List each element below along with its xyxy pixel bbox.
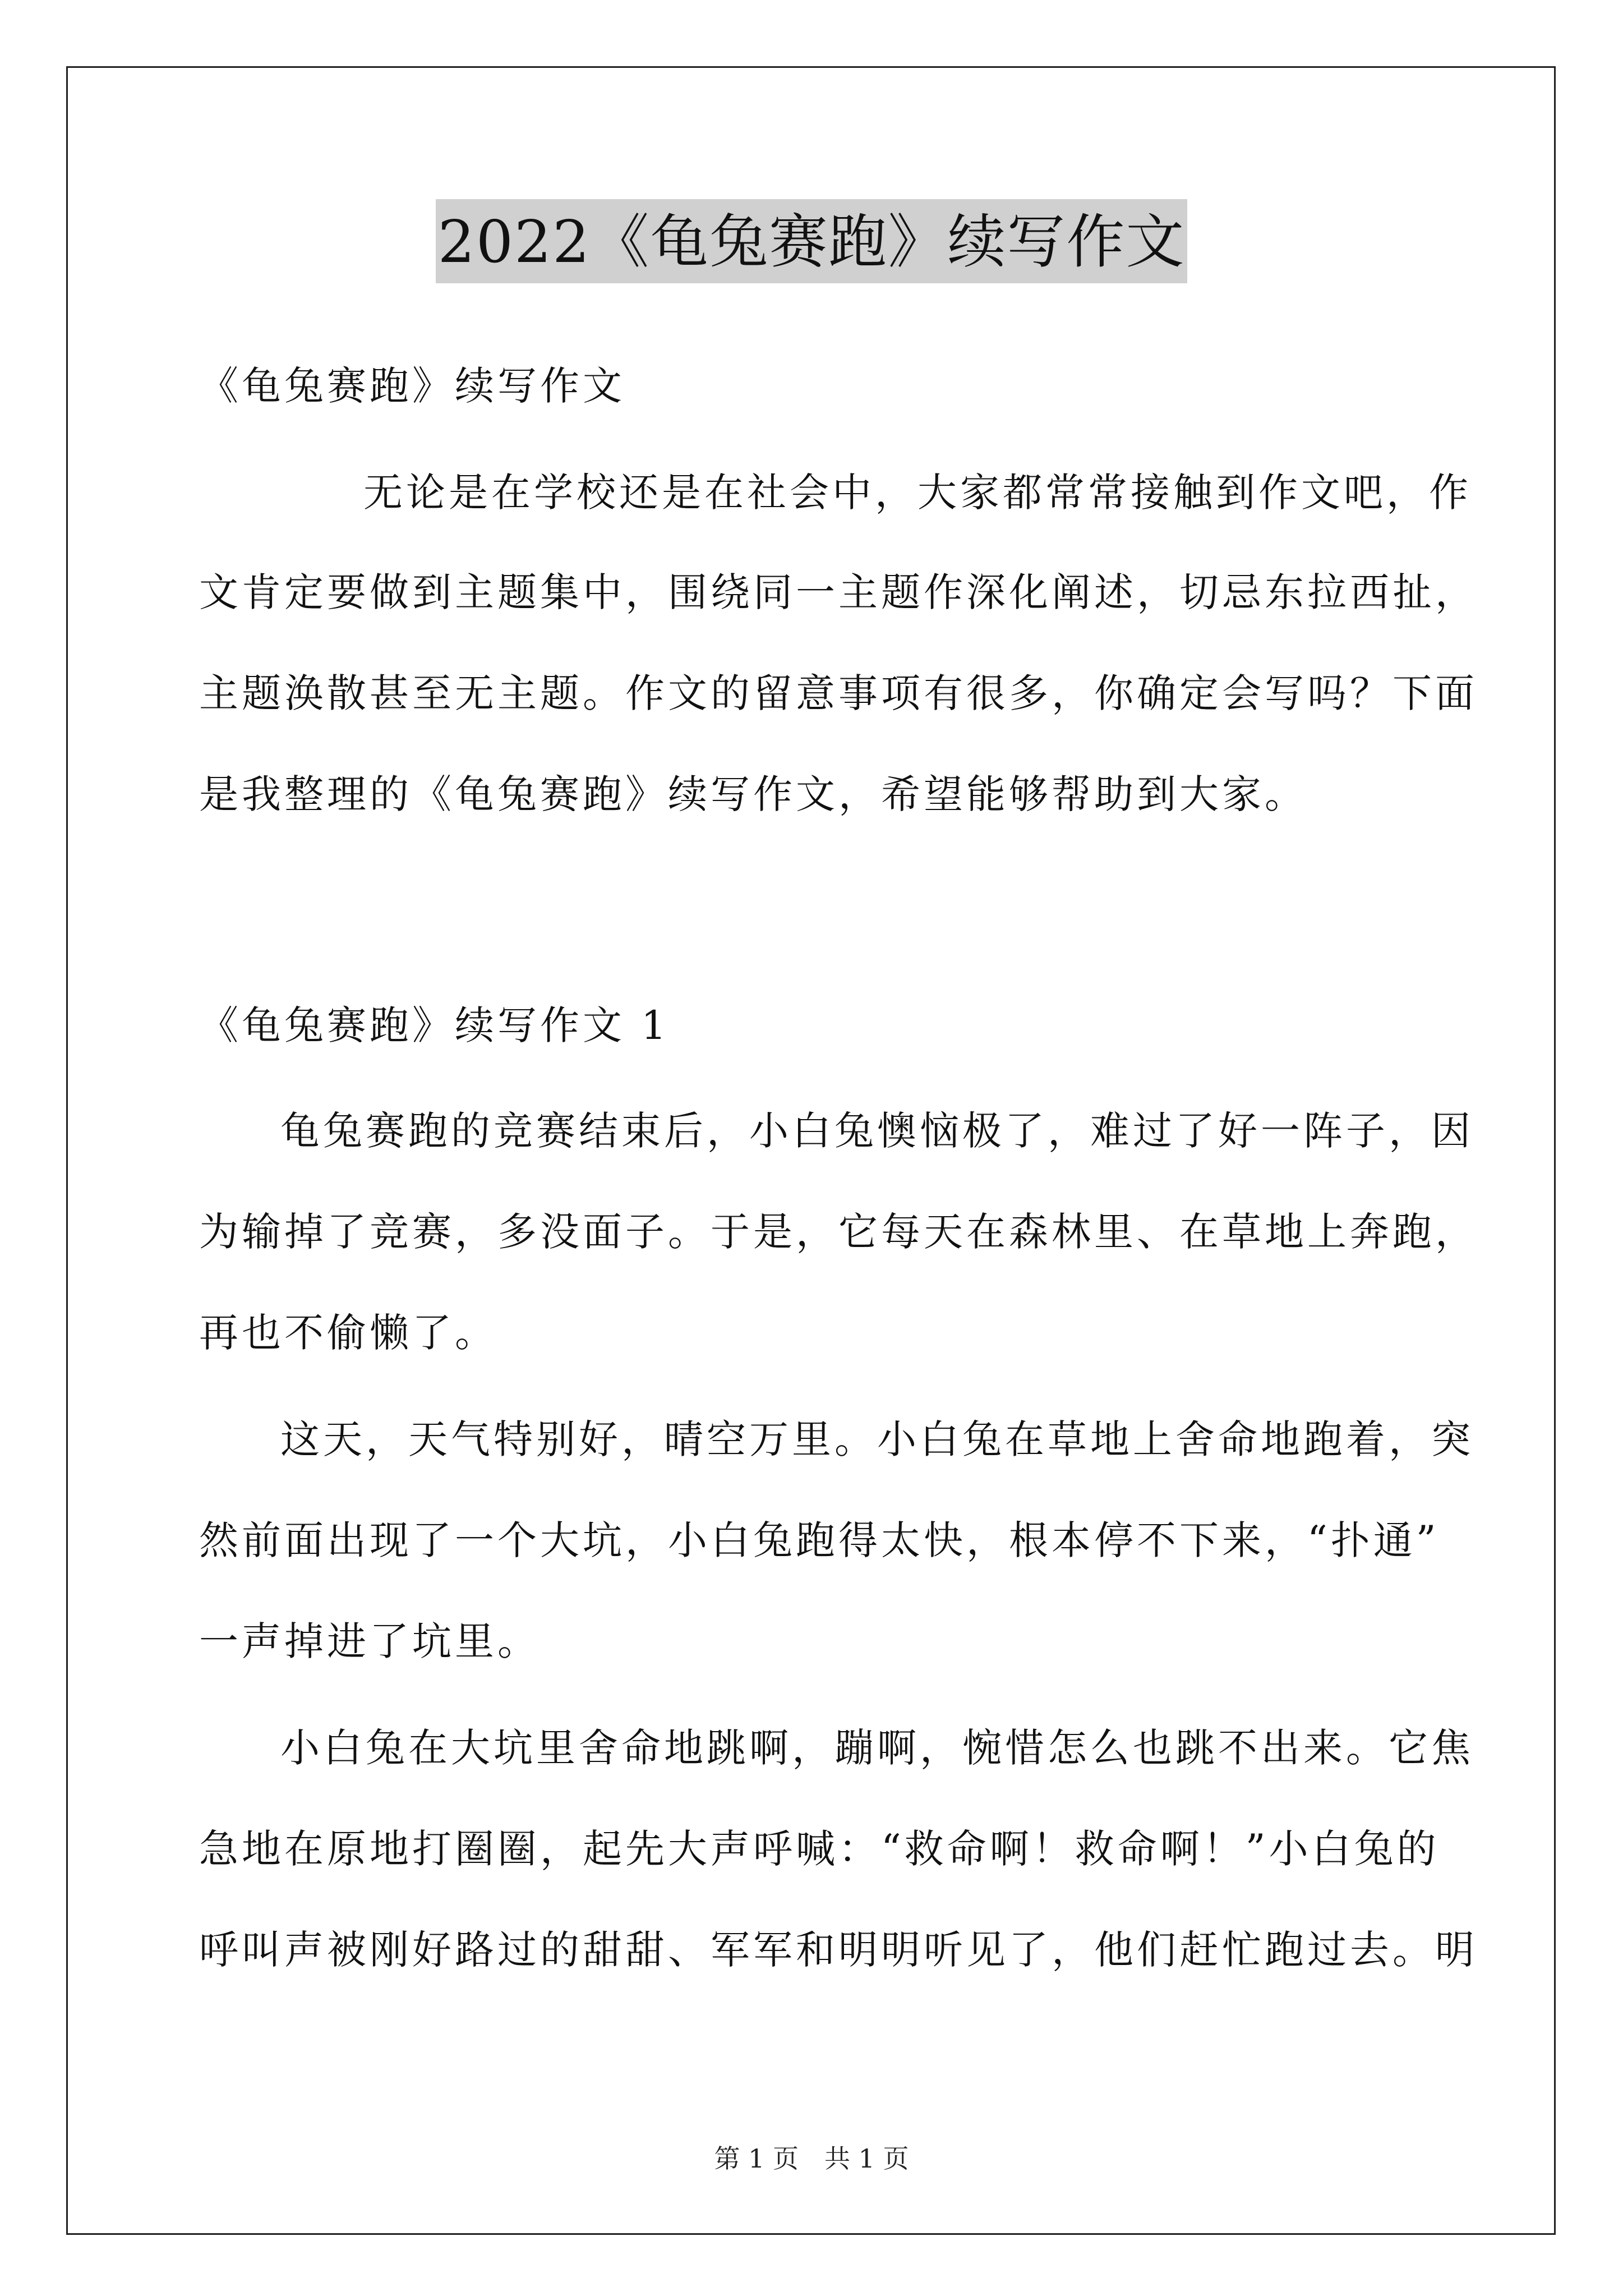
document-title: 2022《龟兔赛跑》续写作文	[436, 199, 1188, 283]
paragraph-line: 龟兔赛跑的竞赛结束后，小白兔懊恼极了，难过了好一阵子，因	[280, 1108, 1474, 1154]
paragraph-line: 呼叫声被刚好路过的甜甜、军军和明明听见了，他们赶忙跑过去。明	[199, 1927, 1478, 1973]
intro-line: 是我整理的《龟兔赛跑》续写作文，希望能够帮助到大家。	[199, 771, 1307, 817]
section-heading: 《龟兔赛跑》续写作文 1	[199, 1002, 670, 1048]
page-footer: 第 1 页 共 1 页	[714, 2143, 909, 2174]
paragraph-line: 再也不偷懒了。	[199, 1310, 497, 1356]
intro-line: 无论是在学校还是在社会中，大家都常常接触到作文吧，作	[363, 470, 1472, 516]
paragraph-line: 一声掉进了坑里。	[199, 1618, 540, 1664]
intro-line: 文肯定要做到主题集中，围绕同一主题作深化阐述，切忌东拉西扯，	[199, 569, 1478, 615]
paragraph-line: 急地在原地打圈圈，起先大声呼喊：“救命啊！救命啊！”小白兔的	[199, 1826, 1440, 1872]
title-container	[0, 199, 1623, 283]
paragraph-line: 为输掉了竞赛，多没面子。于是，它每天在森林里、在草地上奔跑，	[199, 1209, 1478, 1255]
intro-line: 主题涣散甚至无主题。作文的留意事项有很多，你确定会写吗？下面	[199, 670, 1478, 716]
subtitle: 《龟兔赛跑》续写作文	[199, 363, 625, 409]
paragraph-line: 小白兔在大坑里舍命地跳啊，蹦啊，惋惜怎么也跳不出来。它焦	[280, 1725, 1474, 1771]
paragraph-line: 这天，天气特别好，晴空万里。小白兔在草地上舍命地跑着，突	[280, 1416, 1474, 1462]
paragraph-line: 然前面出现了一个大坑，小白兔跑得太快，根本停不下来，“扑通”	[199, 1517, 1440, 1563]
